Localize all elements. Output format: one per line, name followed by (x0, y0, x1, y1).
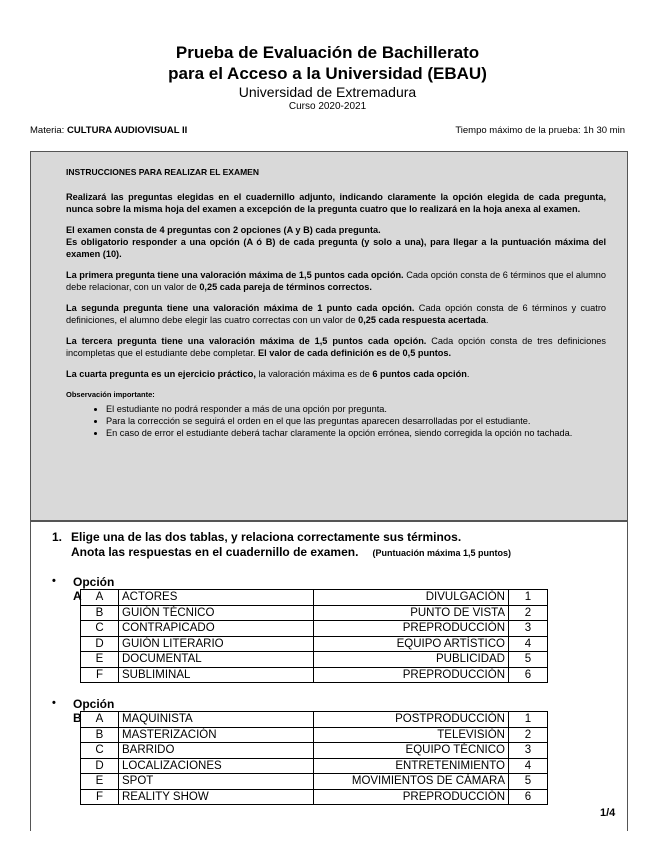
row-term: GUIÓN TÉCNICO (119, 605, 314, 621)
row-term: ACTORES (119, 590, 314, 606)
observation-title: Observación importante: (66, 390, 155, 399)
university-name: Universidad de Extremadura (238, 84, 417, 100)
row-term: BARRIDO (119, 743, 314, 759)
option-b-table (80, 711, 548, 805)
table-row (81, 605, 548, 621)
row-match: MOVIMIENTOS DE CÁMARA (314, 774, 509, 790)
row-term: LOCALIZACIONES (119, 758, 314, 774)
instructions-paragraph-3 (66, 269, 606, 293)
row-match: PUBLICIDAD (314, 652, 509, 668)
bullet-icon: • (52, 697, 56, 709)
bullet-icon: • (52, 575, 56, 587)
question-line-2: Anota las respuestas en el cuadernillo de examen. (71, 545, 359, 559)
instructions-paragraph-1: Realizará las preguntas elegidas en el cuadernillo adjunto, indicando claramente la opción elegida de cada pregunta, nunca sobre la misma hoja del examen a excepción de la pregunta cuatro que lo realizará en la hoja anexa al examen. (66, 192, 606, 214)
question-line-1: Elige una de las dos tablas, y relaciona correctamente sus términos. (71, 530, 462, 544)
p4-end: . (485, 315, 489, 325)
row-number: 1 (509, 590, 548, 606)
row-term: MASTERIZACIÓN (119, 727, 314, 743)
table-row (81, 590, 548, 606)
table-row (81, 727, 548, 743)
row-match: EQUIPO ARTÍSTICO (314, 636, 509, 652)
row-match: ENTRETENIMIENTO (314, 758, 509, 774)
row-number: 3 (509, 743, 548, 759)
row-term: DOCUMENTAL (119, 652, 314, 668)
course-year: Curso 2020-2021 (288, 101, 367, 112)
p5-text: Cada opción consta de tres definiciones incompletas que el estudiante debe completar. (66, 336, 607, 358)
title-line-2: para el Acceso a la Universidad (EBAU) (168, 64, 487, 83)
row-term: CONTRAPICADO (119, 621, 314, 637)
row-number: 2 (509, 605, 548, 621)
subject-label: Materia: (30, 125, 67, 136)
observation-list (66, 403, 606, 439)
row-number: 2 (509, 727, 548, 743)
table-row (81, 636, 548, 652)
option-a-table (80, 589, 548, 683)
table-row (81, 758, 548, 774)
instructions-p2a: El examen consta de 4 preguntas con 2 opciones (A y B) cada pregunta. (66, 225, 381, 235)
row-term: SUBLIMINAL (119, 667, 314, 683)
instructions-paragraph-2 (66, 224, 606, 260)
instructions-box (30, 151, 628, 521)
row-term: GUIÓN LITERARIO (119, 636, 314, 652)
question-line-2-wrap (71, 545, 611, 561)
subject-info (30, 125, 187, 136)
time-limit: Tiempo máximo de la prueba: 1h 30 min (455, 125, 625, 136)
row-letter: C (81, 743, 119, 759)
p4-bold: La segunda pregunta tiene una valoración máxima de 1 punto cada opción. (66, 303, 415, 313)
p4-text: Cada opción consta de 6 términos y cuatro definiciones, el alumno debe elegir las cuatro correctas con un valor de (66, 303, 606, 325)
row-match: PUNTO DE VISTA (314, 605, 509, 621)
table-row (81, 667, 548, 683)
option-b-label: Opción B (73, 697, 115, 725)
observation-item: • El estudiante no podrá responder a más de una opción por pregunta. (106, 403, 606, 415)
p6-bold2: 6 puntos cada opción (372, 369, 467, 379)
observation-item: • En caso de error el estudiante deberá tachar claramente la opción errónea, siendo corregida la opción no tachada. (106, 427, 606, 439)
p3-bold: La primera pregunta tiene una valoración máxima de 1,5 puntos cada opción. (66, 270, 404, 280)
p5-bold2: El valor de cada definición es de 0,5 puntos. (258, 348, 452, 358)
row-letter: C (81, 621, 119, 637)
row-number: 4 (509, 758, 548, 774)
question-points: (Puntuación máxima 1,5 puntos) (372, 548, 511, 558)
instructions-paragraph-4 (66, 302, 606, 326)
table-row (81, 652, 548, 668)
row-term: SPOT (119, 774, 314, 790)
row-letter: A (81, 590, 119, 606)
row-number: 6 (509, 789, 548, 805)
p3-text: Cada opción consta de 6 términos que el alumno debe relacionar, con un valor de (66, 270, 606, 292)
question-number: 1. (52, 530, 63, 544)
p6-bold: La cuarta pregunta es un ejercicio práctico, (66, 369, 256, 379)
document-header (0, 42, 655, 113)
observation-item: • Para la corrección se seguirá el orden en el que las preguntas aparecen desarrolladas por el estudiante. (106, 415, 606, 427)
row-letter: D (81, 636, 119, 652)
row-number: 6 (509, 667, 548, 683)
row-letter: B (81, 605, 119, 621)
option-a-label: Opción A (73, 575, 115, 603)
table-row (81, 743, 548, 759)
page-number: 1/4 (600, 807, 616, 819)
instructions-paragraph-6 (66, 368, 606, 380)
row-term: MAQUINISTA (119, 712, 314, 728)
table-row (81, 789, 548, 805)
row-letter: D (81, 758, 119, 774)
row-match: POSTPRODUCCIÓN (314, 712, 509, 728)
row-match: DIVULGACIÓN (314, 590, 509, 606)
p4-bold2: 0,25 cada respuesta acertada (358, 315, 486, 325)
row-letter: F (81, 667, 119, 683)
p6-text: la valoración máxima es de (255, 369, 373, 379)
row-number: 3 (509, 621, 548, 637)
p3-bold2: 0,25 cada pareja de términos correctos. (199, 282, 372, 292)
title-line-1: Prueba de Evaluación de Bachillerato (175, 43, 480, 62)
row-number: 5 (509, 774, 548, 790)
row-match: EQUIPO TÉCNICO (314, 743, 509, 759)
row-letter: F (81, 789, 119, 805)
instructions-p2b: Es obligatorio responder a una opción (A ó B) de cada pregunta (y solo a una), para llegar a la puntuación máxima del examen (10). (66, 237, 606, 259)
row-match: PREPRODUCCIÓN (314, 667, 509, 683)
row-match: PREPRODUCCIÓN (314, 621, 509, 637)
p6-end: . (466, 369, 470, 379)
subject-name: CULTURA AUDIOVISUAL II (66, 125, 188, 136)
row-number: 4 (509, 636, 548, 652)
row-match: TELEVISIÓN (314, 727, 509, 743)
p5-bold: La tercera pregunta tiene una valoración máxima de 1,5 puntos cada opción. (66, 336, 427, 346)
row-letter: B (81, 727, 119, 743)
table-row (81, 774, 548, 790)
row-number: 1 (509, 712, 548, 728)
row-match: PREPRODUCCIÓN (314, 789, 509, 805)
row-number: 5 (509, 652, 548, 668)
row-letter: E (81, 652, 119, 668)
table-row (81, 621, 548, 637)
row-term: REALITY SHOW (119, 789, 314, 805)
table-row (81, 712, 548, 728)
instructions-heading: INSTRUCCIONES PARA REALIZAR EL EXAMEN (66, 167, 259, 177)
row-letter: A (81, 712, 119, 728)
row-letter: E (81, 774, 119, 790)
instructions-paragraph-5 (66, 335, 606, 359)
